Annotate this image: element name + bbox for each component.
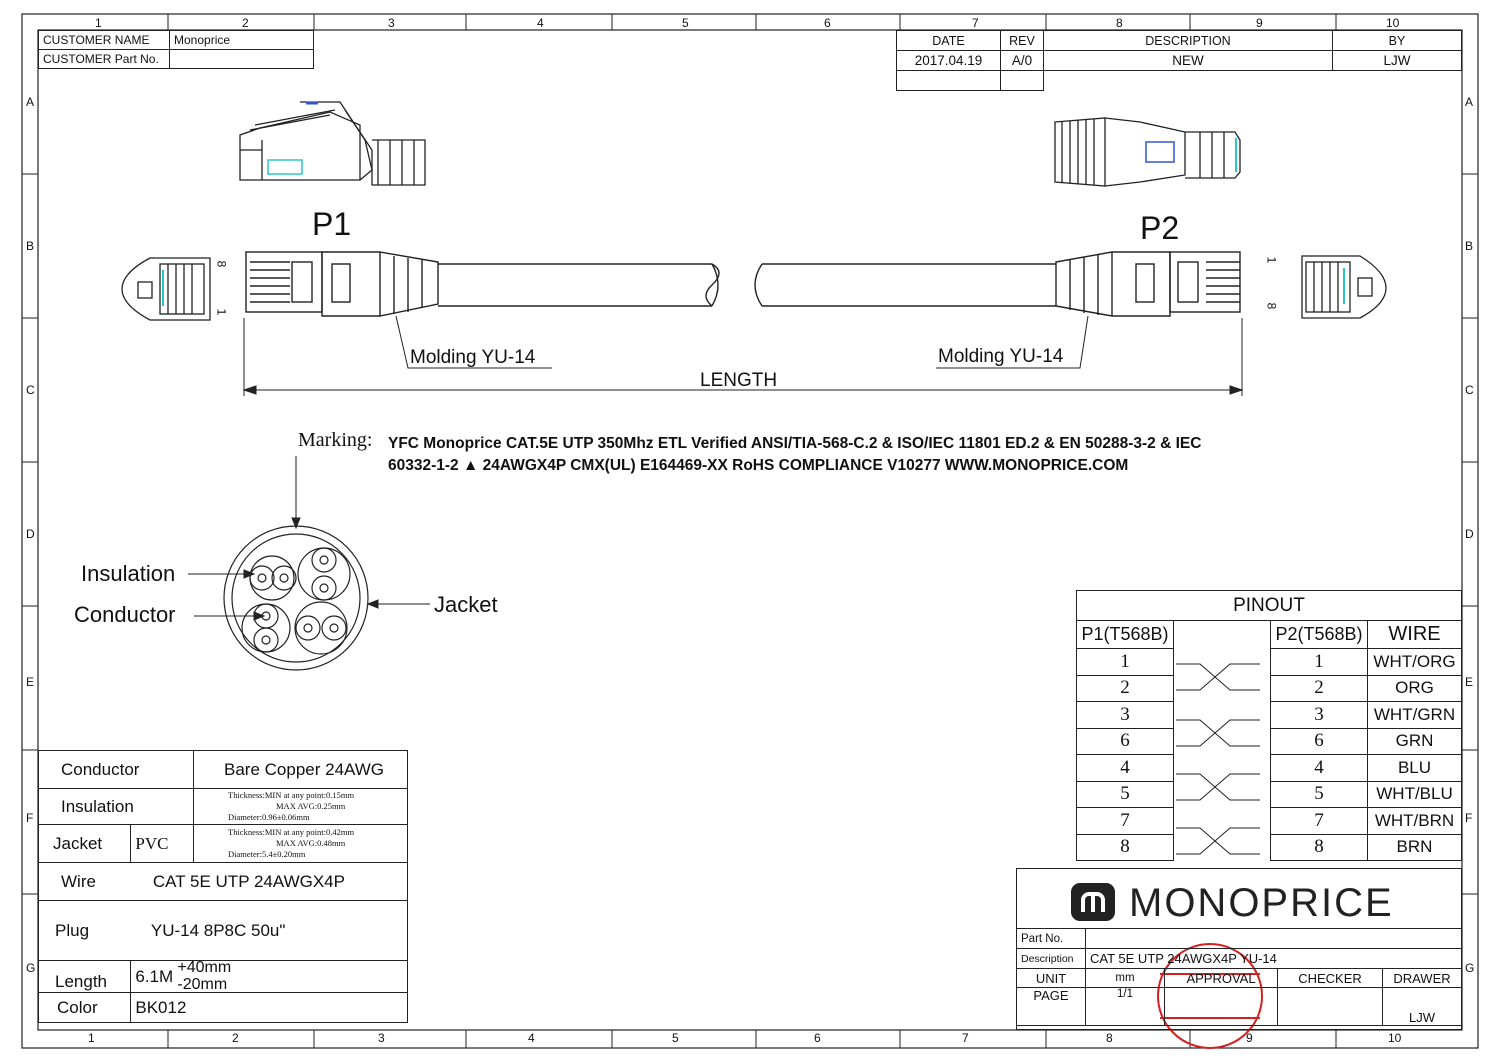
pinout-wire-header: WIRE: [1368, 621, 1462, 649]
customer-part-value: [170, 50, 314, 69]
p1-label: P1: [312, 206, 352, 242]
pinout-cross-cell: [1174, 702, 1271, 729]
tb-part-no-value: [1086, 929, 1462, 949]
spec-insulation-label: Insulation: [39, 789, 194, 825]
pinout-wire-color: BRN: [1368, 834, 1462, 861]
pinout-wire-color: WHT/ORG: [1368, 649, 1462, 676]
pinout-cross-cell: [1174, 781, 1271, 808]
spec-color-label: Color: [39, 993, 131, 1023]
tb-approval-label: APPROVAL: [1165, 969, 1278, 988]
pinout-cross-cell: [1174, 728, 1271, 755]
pinout-wire-color: WHT/BRN: [1368, 808, 1462, 835]
insulation-label: Insulation: [81, 561, 176, 586]
zone-col-bottom-6: 6: [814, 1031, 821, 1045]
spec-jacket-material: PVC: [131, 825, 194, 863]
pinout-p1-pin: 4: [1077, 755, 1174, 782]
tb-approval-value: [1165, 988, 1278, 1026]
rev-date-value: 2017.04.19: [897, 51, 1001, 71]
p1-side-latch-accent: [268, 160, 302, 174]
zone-col-1: 1: [95, 16, 102, 30]
zone-col-bottom-8: 8: [1106, 1031, 1113, 1045]
rev-date-label: DATE: [897, 31, 1001, 51]
rev-empty-cell: [1001, 71, 1044, 91]
revision-block: [896, 30, 1462, 91]
spec-color-value: BK012: [131, 993, 408, 1023]
monoprice-logo-icon: [1071, 883, 1115, 921]
tb-checker-value: [1278, 988, 1383, 1026]
customer-name-label: CUSTOMER NAME: [39, 31, 170, 50]
zone-col-bottom-1: 1: [88, 1031, 95, 1045]
zone-col-bottom-7: 7: [962, 1031, 969, 1045]
molding-left-label: Molding YU-14: [410, 347, 536, 368]
spec-length-tol-minus: -20mm: [177, 976, 228, 993]
pinout-row: [1077, 834, 1462, 861]
p1-front-face-drawing: [122, 258, 210, 320]
rev-rev-value: A/0: [1001, 51, 1044, 71]
tb-description-value: CAT 5E UTP 24AWGX4P YU-14: [1086, 949, 1462, 969]
pinout-rows: [1077, 649, 1462, 861]
spec-length-tolerance: [177, 959, 231, 993]
rev-desc-label: DESCRIPTION: [1044, 31, 1333, 51]
zone-col-8: 8: [1116, 16, 1123, 30]
customer-part-label: CUSTOMER Part No.: [39, 50, 170, 69]
insulation-note-3: Diameter:0.96±0.06mm: [228, 812, 310, 822]
marking-line-1: YFC Monoprice CAT.5E UTP 350Mhz ETL Verified ANSI/TIA-568-C.2 & ISO/IEC 11801 ED.2 & EN 50288-3-2 & IEC: [388, 435, 1202, 452]
pinout-p2-pin: 4: [1271, 755, 1368, 782]
pinout-p2-pin: 2: [1271, 675, 1368, 702]
cable-cross-section-drawing: [224, 526, 368, 670]
cable-assembly-drawing: [246, 252, 1240, 316]
zone-row-c-right: C: [1465, 383, 1474, 397]
pinout-p2-pin: 3: [1271, 702, 1368, 729]
logo-stem: [1091, 895, 1095, 912]
jacket-note-1: Thickness:MIN at any point:0.42mm: [228, 827, 355, 837]
zone-row-g-left: G: [26, 961, 36, 975]
pinout-cross-cell: [1174, 755, 1271, 782]
monoprice-logo-text: MONOPRICE: [1129, 881, 1394, 925]
zone-col-7: 7: [972, 16, 979, 30]
zone-row-a-right: A: [1465, 95, 1474, 109]
pinout-p1-pin: 6: [1077, 728, 1174, 755]
insulation-note-2: MAX AVG:0.25mm: [276, 801, 346, 811]
p2-top-latch-accent: [1146, 142, 1174, 162]
p2-pin-top: 1: [1264, 256, 1279, 264]
spec-plug-value: YU-14 8P8C 50u": [131, 901, 408, 961]
tb-drawer-label: DRAWER: [1383, 969, 1462, 988]
zone-col-10: 10: [1386, 16, 1400, 30]
pinout-cross-header: [1174, 621, 1271, 649]
marking-label: Marking:: [298, 429, 373, 451]
zone-row-e-left: E: [26, 675, 35, 689]
pinout-p2-pin: 1: [1271, 649, 1368, 676]
spec-jacket-notes: [194, 825, 408, 863]
zone-col-bottom-3: 3: [378, 1031, 385, 1045]
rev-empty-cell: [1044, 71, 1333, 91]
rev-rev-label: REV: [1001, 31, 1044, 51]
pinout-p1-pin: 8: [1077, 834, 1174, 861]
spec-jacket-label: Jacket: [39, 825, 131, 863]
molding-right-label: Molding YU-14: [938, 346, 1064, 367]
zone-row-c-left: C: [26, 383, 35, 397]
pinout-cross-cell: [1174, 675, 1271, 702]
pinout-wire-color: WHT/BLU: [1368, 781, 1462, 808]
pinout-p1-pin: 7: [1077, 808, 1174, 835]
pinout-title: PINOUT: [1077, 591, 1462, 621]
spec-length-label: Length: [39, 961, 131, 993]
spec-length-cell: [131, 961, 408, 993]
zone-row-e-right: E: [1465, 675, 1474, 689]
pinout-row: [1077, 781, 1462, 808]
zone-col-bottom-2: 2: [232, 1031, 239, 1045]
jacket-note-2: MAX AVG:0.48mm: [276, 838, 346, 848]
zone-col-bottom-9: 9: [1246, 1031, 1253, 1045]
pinout-row: [1077, 808, 1462, 835]
spec-plug-label: Plug: [39, 901, 131, 961]
tb-unit-value: mm: [1086, 969, 1165, 988]
spec-wire-label: Wire: [39, 863, 131, 901]
pinout-p1-pin: 2: [1077, 675, 1174, 702]
spec-length-tol-plus: +40mm: [177, 959, 232, 976]
zone-col-4: 4: [537, 16, 544, 30]
zone-row-b-left: B: [26, 239, 35, 253]
zone-row-f-right: F: [1465, 811, 1473, 825]
conductor-label: Conductor: [74, 602, 176, 627]
pinout-p1-pin: 3: [1077, 702, 1174, 729]
zone-row-d-right: D: [1465, 527, 1474, 541]
rev-desc-value: NEW: [1044, 51, 1333, 71]
pinout-p2-pin: 5: [1271, 781, 1368, 808]
pinout-cross-cell: [1174, 649, 1271, 676]
tb-page-label: PAGE: [1017, 988, 1086, 1026]
pinout-row: [1077, 675, 1462, 702]
pinout-table: [1076, 590, 1462, 861]
title-block-table: [1016, 928, 1462, 1026]
p1-pin-top: 8: [214, 260, 229, 268]
zone-col-6: 6: [824, 16, 831, 30]
tb-checker-label: CHECKER: [1278, 969, 1383, 988]
spec-conductor-label: Conductor: [39, 751, 194, 789]
zone-col-bottom-10: 10: [1388, 1031, 1402, 1045]
tb-page-value: 1/1: [1086, 988, 1165, 1026]
spec-table: [38, 750, 408, 1023]
tb-part-no-label: Part No.: [1017, 929, 1086, 949]
rev-empty-cell: [1333, 71, 1462, 91]
spec-insulation-notes: [194, 789, 408, 825]
spec-conductor-value: Bare Copper 24AWG: [194, 751, 408, 789]
zone-col-9: 9: [1256, 16, 1263, 30]
jacket-note-3: Diameter:5.4±0.20mm: [228, 849, 306, 859]
pinout-row: [1077, 649, 1462, 676]
pinout-p2-header: P2(T568B): [1271, 621, 1368, 649]
rev-by-value: LJW: [1333, 51, 1462, 71]
zone-col-3: 3: [388, 16, 395, 30]
zone-col-2: 2: [242, 16, 249, 30]
insulation-note-1: Thickness:MIN at any point:0.15mm: [228, 790, 355, 800]
zone-row-d-left: D: [26, 527, 35, 541]
zone-row-b-right: B: [1465, 239, 1474, 253]
p2-label: P2: [1140, 210, 1180, 246]
pinout-row: [1077, 728, 1462, 755]
tb-description-label: Description: [1017, 949, 1086, 969]
pinout-row: [1077, 702, 1462, 729]
pinout-cross-cell: [1174, 834, 1271, 861]
zone-row-f-left: F: [26, 811, 34, 825]
pinout-wire-color: GRN: [1368, 728, 1462, 755]
jacket-label: Jacket: [434, 592, 498, 617]
p2-pin-bottom: 8: [1264, 302, 1279, 310]
zone-row-g-right: G: [1465, 961, 1475, 975]
pinout-p2-pin: 8: [1271, 834, 1368, 861]
rev-empty-cell: [897, 71, 1001, 91]
pinout-wire-color: WHT/GRN: [1368, 702, 1462, 729]
pinout-cross-cell: [1174, 808, 1271, 835]
length-label: LENGTH: [700, 370, 778, 391]
pinout-wire-color: ORG: [1368, 675, 1462, 702]
tb-unit-label: UNIT: [1017, 969, 1086, 988]
zone-row-a-left: A: [26, 95, 35, 109]
pinout-p1-pin: 5: [1077, 781, 1174, 808]
zone-col-bottom-5: 5: [672, 1031, 679, 1045]
marking-line-2: 60332-1-2 ▲ 24AWGX4P CMX(UL) E164469-XX RoHS COMPLIANCE V10277 WWW.MONOPRICE.COM: [388, 457, 1129, 474]
pinout-p1-pin: 1: [1077, 649, 1174, 676]
p1-pin-bottom: 1: [214, 308, 229, 316]
pinout-wire-color: BLU: [1368, 755, 1462, 782]
marking-leader: [292, 456, 300, 528]
tb-drawer-value: LJW: [1383, 988, 1462, 1026]
pinout-row: [1077, 755, 1462, 782]
spec-length-value: 6.1M: [135, 966, 174, 986]
p2-top-view-drawing: [1055, 118, 1240, 186]
rev-by-label: BY: [1333, 31, 1462, 51]
zone-col-5: 5: [682, 16, 689, 30]
pinout-p1-header: P1(T568B): [1077, 621, 1174, 649]
spec-wire-value: CAT 5E UTP 24AWGX4P: [131, 863, 408, 901]
pinout-p2-pin: 7: [1271, 808, 1368, 835]
pinout-p2-pin: 6: [1271, 728, 1368, 755]
customer-block: [38, 30, 314, 69]
zone-col-bottom-4: 4: [528, 1031, 535, 1045]
customer-name-value: Monoprice: [170, 31, 314, 50]
